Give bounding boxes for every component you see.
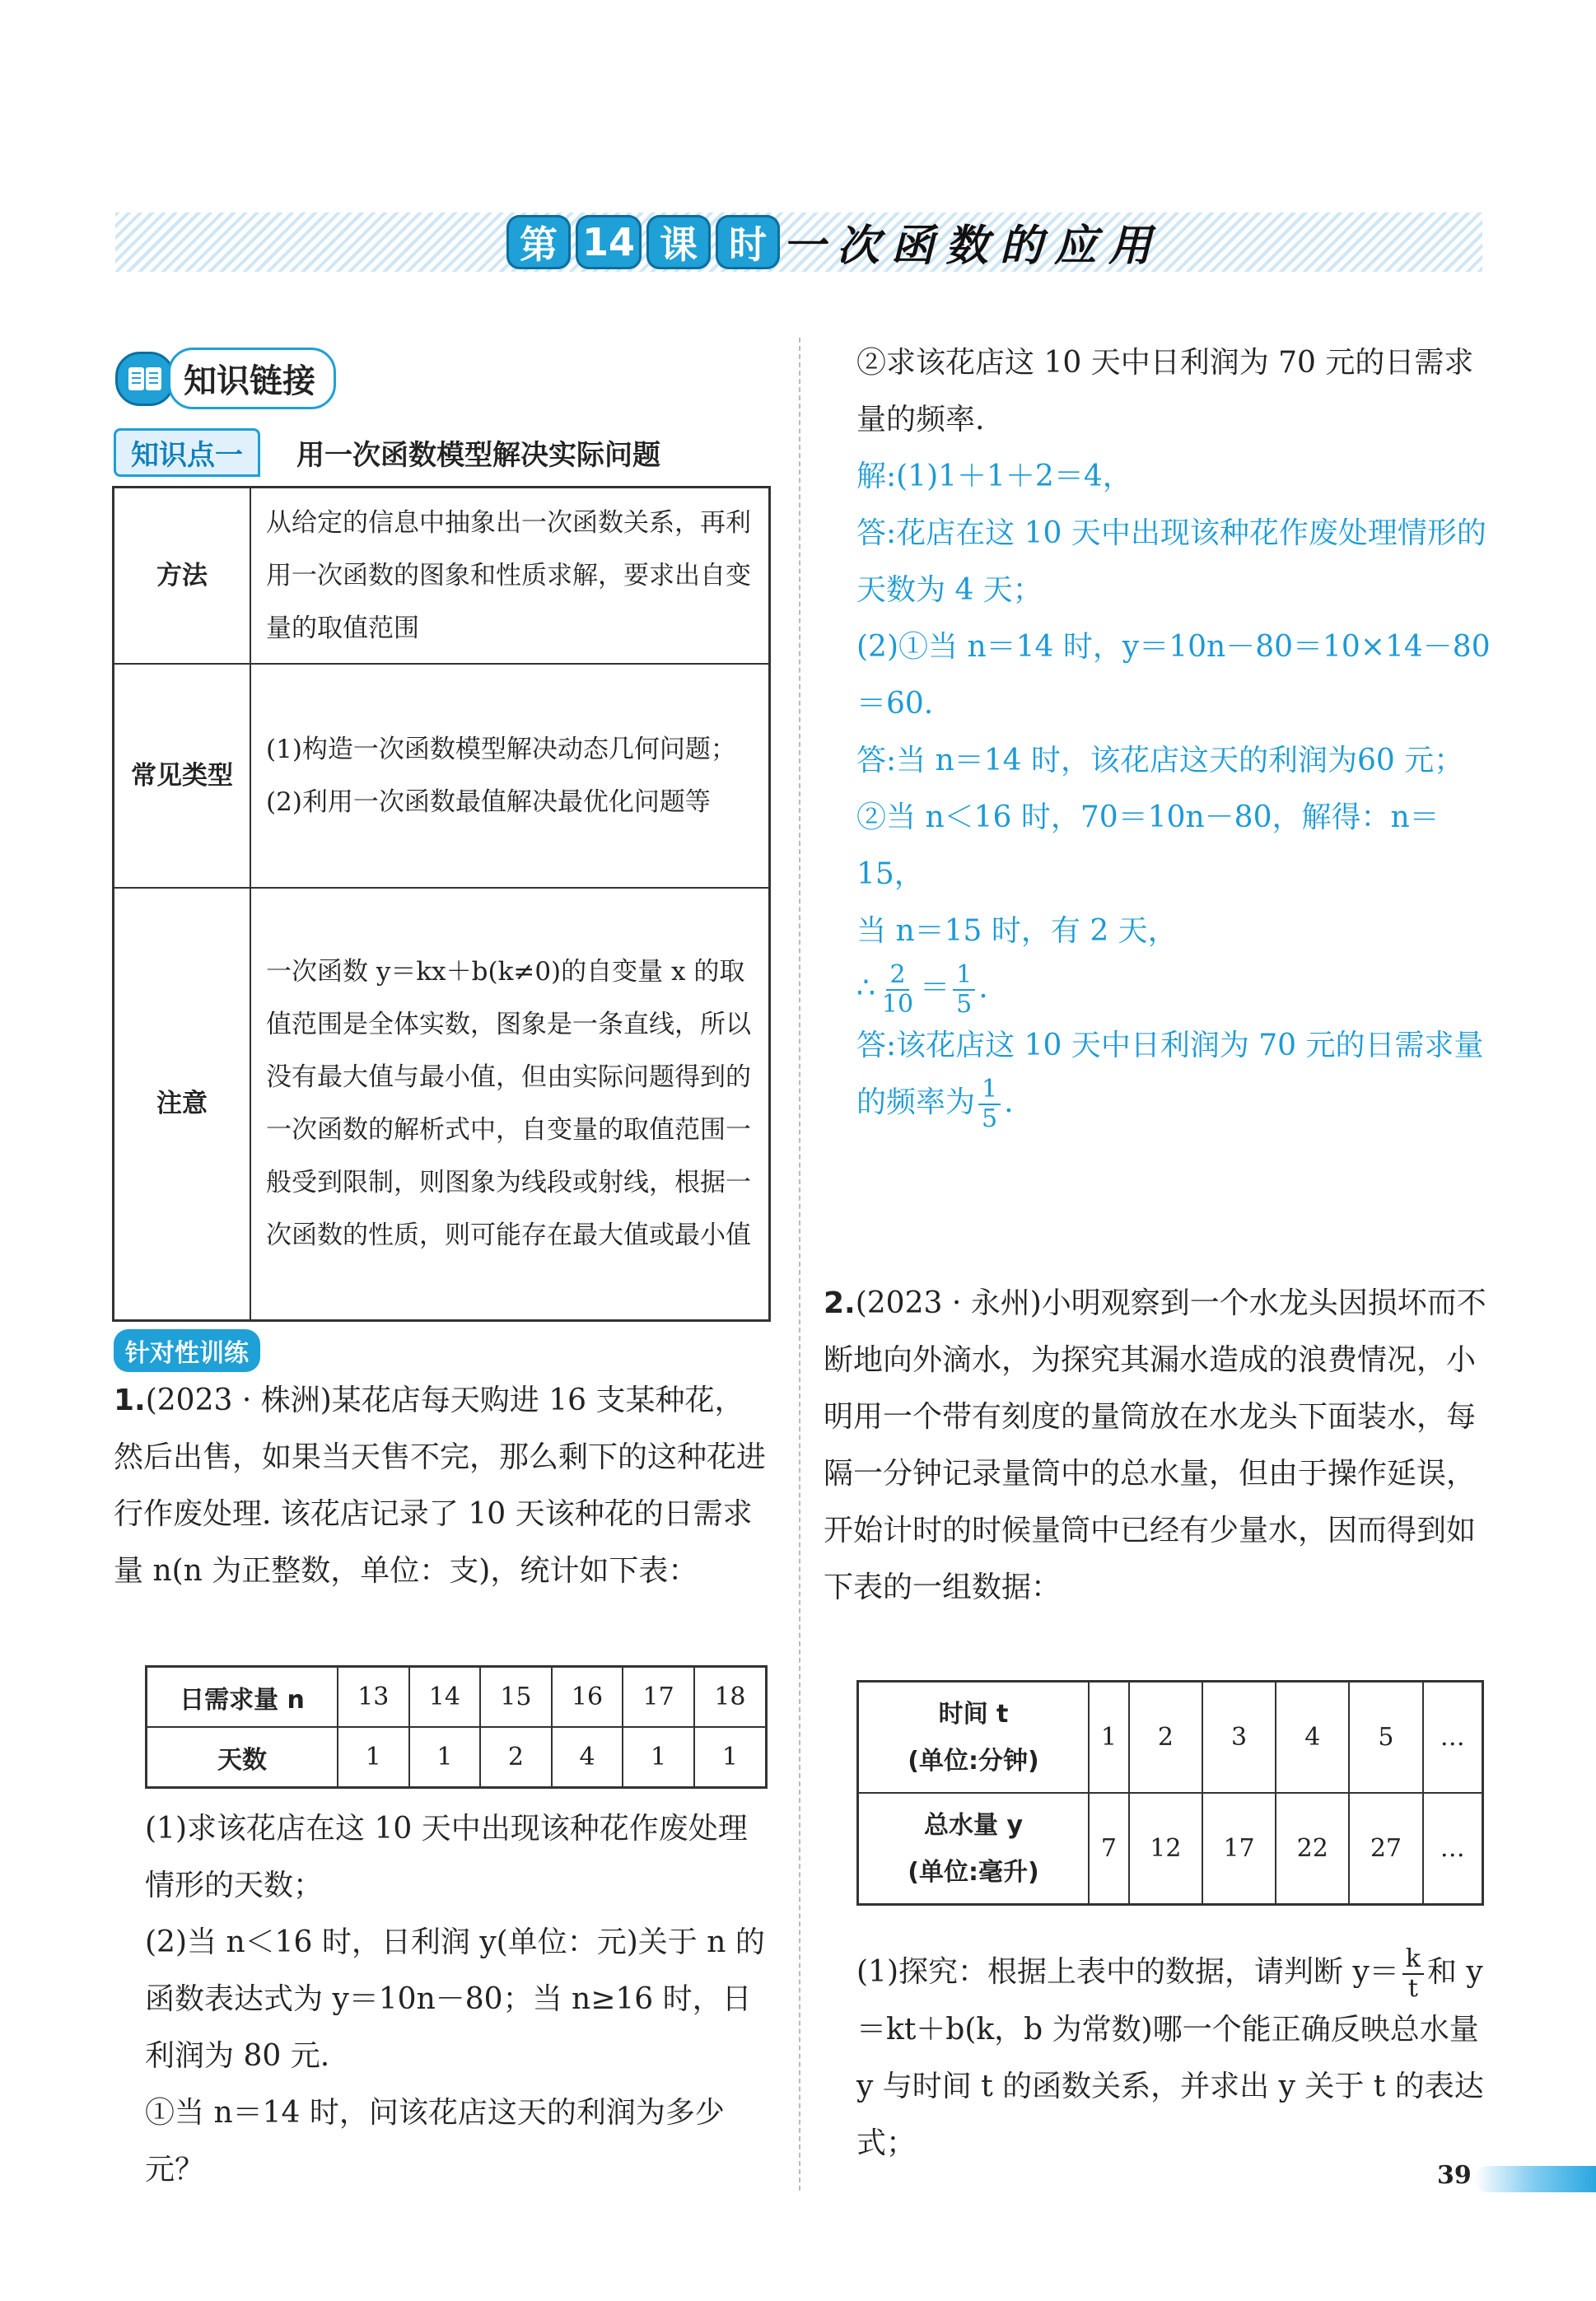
solution-line xyxy=(856,1017,1491,1132)
table-cell: 17 xyxy=(1202,1793,1276,1905)
row-text: 从给定的信息中抽象出一次函数关系，再利用一次函数的图象和性质求解，要求出自变量的取值范围 xyxy=(250,488,770,665)
table-row xyxy=(114,488,770,665)
table-cell: 1 xyxy=(409,1727,481,1788)
column-divider xyxy=(799,338,800,2191)
table-cell: 17 xyxy=(623,1667,694,1728)
table-row xyxy=(147,1727,767,1788)
table-cell: 4 xyxy=(552,1727,623,1788)
table-cell: 12 xyxy=(1129,1793,1202,1905)
lesson-tiles xyxy=(506,210,780,274)
row-label: 时间 t xyxy=(938,1699,1009,1729)
table-cell: 5 xyxy=(1349,1682,1422,1794)
math-text: . xyxy=(1004,1085,1014,1119)
water-table xyxy=(856,1680,1484,1906)
knowledge-table xyxy=(112,486,771,1322)
table-cell: 1 xyxy=(1089,1682,1129,1794)
math-text: ＝ xyxy=(920,971,950,1005)
row-label: 注意 xyxy=(114,888,251,1320)
knowledge-point-tag: 知识点一 xyxy=(114,428,260,477)
table-cell: 4 xyxy=(1276,1682,1349,1794)
book-icon xyxy=(115,352,175,406)
problem-text: (2023 · 永州)小明观察到一个水龙头因损坏而不断地向外滴水，为探究其漏水造成的浪费情况，小明用一个带有刻度的量筒放在水龙头下面装水，每隔一分钟记录量筒中的总水量，但由于操作延误，开始计时的时候量筒中已经有少量水，因而得到如下表的一组数据： xyxy=(824,1286,1486,1604)
table-cell: 18 xyxy=(694,1667,767,1728)
solution-line: ②当 n＜16 时，70＝10n－80，解得：n＝15， xyxy=(856,800,1440,891)
table-cell xyxy=(858,1793,1090,1905)
table-cell: 1 xyxy=(694,1727,767,1788)
table-cell: 日需求量 n xyxy=(147,1667,338,1728)
row-unit: (单位:分钟) xyxy=(908,1746,1039,1776)
table-row xyxy=(114,888,770,1320)
problem-1-questions xyxy=(145,1800,774,2198)
table-cell: 1 xyxy=(338,1727,409,1788)
fraction-denominator: 10 xyxy=(881,990,914,1019)
fraction-numerator: k xyxy=(1402,1947,1424,1975)
table-cell: 27 xyxy=(1349,1793,1422,1905)
section-header xyxy=(115,348,336,409)
problem-number: 1. xyxy=(114,1384,146,1417)
table-cell: … xyxy=(1423,1682,1483,1794)
solution-line: 解:(1)1＋1＋2＝4， xyxy=(856,460,1132,493)
knowledge-point-header xyxy=(114,428,660,477)
table-row xyxy=(858,1793,1483,1905)
table-cell: 15 xyxy=(480,1667,552,1728)
row-label: 总水量 y xyxy=(924,1810,1023,1840)
table-cell: 16 xyxy=(552,1667,623,1728)
lesson-tile: 14 xyxy=(576,215,642,269)
table-cell: 天数 xyxy=(147,1727,338,1788)
math-text: ∴ xyxy=(856,971,875,1005)
question-text: (1)探究：根据上表中的数据，请判断 y＝ xyxy=(856,1955,1399,1989)
table-row xyxy=(858,1682,1483,1794)
table-cell: 7 xyxy=(1089,1793,1129,1905)
table-cell: 2 xyxy=(480,1727,552,1788)
row-text: 一次函数 y＝kx＋b(k≠0)的自变量 x 的取值范围是全体实数，图象是一条直线，所以没有最大值与最小值，但由实际问题得到的一次函数的解析式中，自变量的取值范围一般受到限制，则图象为线段或射线，根据一次函数的性质，则可能存在最大值或最小值 xyxy=(250,888,770,1320)
problem-number: 2. xyxy=(824,1286,856,1320)
fraction-denominator: 5 xyxy=(982,1104,998,1133)
table-cell: 13 xyxy=(338,1667,409,1728)
fraction-numerator: 1 xyxy=(953,963,975,991)
fraction xyxy=(953,960,975,1019)
problem-text: (2023 · 株洲)某花店每天购进 16 支某种花，然后出售，如果当天售不完，那么剩下的这种花进行作废处理. 该花店记录了 10 天该种花的日需求量 n(n 为正整数，单位：支)，统计如下表： xyxy=(114,1384,767,1588)
solution-line: 答:花店在这 10 天中出现该种花作废处理情形的天数为 4 天； xyxy=(856,516,1486,607)
question-text: 和 y＝kt＋b(k，b 为常数)哪一个能正确反映总水量 y 与时间 t 的函数关系，并求出 y 关于 t 的表达式； xyxy=(856,1955,1484,2160)
row-label: 常见类型 xyxy=(114,664,251,888)
page-title: 一次函数的应用 xyxy=(782,221,1164,271)
question-text: ①当 n＝14 时，问该花店这天的利润为多少元？ xyxy=(145,2096,725,2187)
page-number-bar xyxy=(1474,2166,1596,2192)
training-label: 针对性训练 xyxy=(114,1329,260,1372)
problem-1-stem xyxy=(114,1372,772,1599)
solution-line xyxy=(856,959,1491,1017)
problem-1-continued xyxy=(856,334,1491,1132)
table-cell: 22 xyxy=(1276,1793,1349,1905)
fraction xyxy=(879,960,917,1019)
question-text: (1)求该花店在这 10 天中出现该种花作废处理情形的天数； xyxy=(145,1812,748,1902)
fraction xyxy=(1402,1944,1424,2003)
page-number: 39 xyxy=(1437,2161,1472,2190)
row-unit: (单位:毫升) xyxy=(908,1857,1039,1887)
problem-2-stem xyxy=(824,1275,1491,1616)
question-text: (2)当 n＜16 时，日利润 y(单位：元)关于 n 的函数表达式为 y＝10n－80；当 n≥16 时，日利润为 80 元. xyxy=(145,1925,765,2073)
table-cell xyxy=(858,1682,1090,1794)
table-row xyxy=(114,664,770,888)
lesson-tile: 课 xyxy=(646,215,711,269)
solution-line: 答:当 n＝14 时，该花店这天的利润为60 元； xyxy=(856,744,1464,777)
demand-table xyxy=(145,1665,768,1789)
fraction-denominator: 5 xyxy=(956,990,973,1019)
fraction-numerator: 1 xyxy=(978,1077,1001,1105)
solution-text: 答:该花店这 10 天中日利润为 70 元的日需求量的频率为 xyxy=(856,1029,1484,1119)
row-text: (1)构造一次函数模型解决动态几何问题；(2)利用一次函数最值解决最优化问题等 xyxy=(250,664,770,888)
fraction-numerator: 2 xyxy=(886,963,908,991)
lesson-tile: 时 xyxy=(716,215,780,269)
row-label: 方法 xyxy=(114,488,251,665)
table-cell: 3 xyxy=(1202,1682,1276,1794)
lesson-tile: 第 xyxy=(506,215,571,269)
fraction xyxy=(978,1077,1001,1132)
fraction-denominator: t xyxy=(1407,1974,1418,2003)
math-text: . xyxy=(978,971,988,1005)
knowledge-point-title: 用一次函数模型解决实际问题 xyxy=(296,439,660,472)
table-cell: … xyxy=(1423,1793,1483,1905)
problem-2-question xyxy=(856,1944,1491,2172)
question-text: ②求该花店这 10 天中日利润为 70 元的日需求量的频率. xyxy=(856,346,1474,436)
solution-line: (2)①当 n＝14 时，y＝10n－80＝10×14－80＝60. xyxy=(856,630,1491,721)
table-cell: 14 xyxy=(409,1667,481,1728)
solution-line: 当 n＝15 时，有 2 天， xyxy=(856,914,1178,948)
table-row xyxy=(147,1667,767,1728)
section-label: 知识链接 xyxy=(168,348,336,409)
table-cell: 2 xyxy=(1129,1682,1202,1794)
table-cell: 1 xyxy=(623,1727,694,1788)
